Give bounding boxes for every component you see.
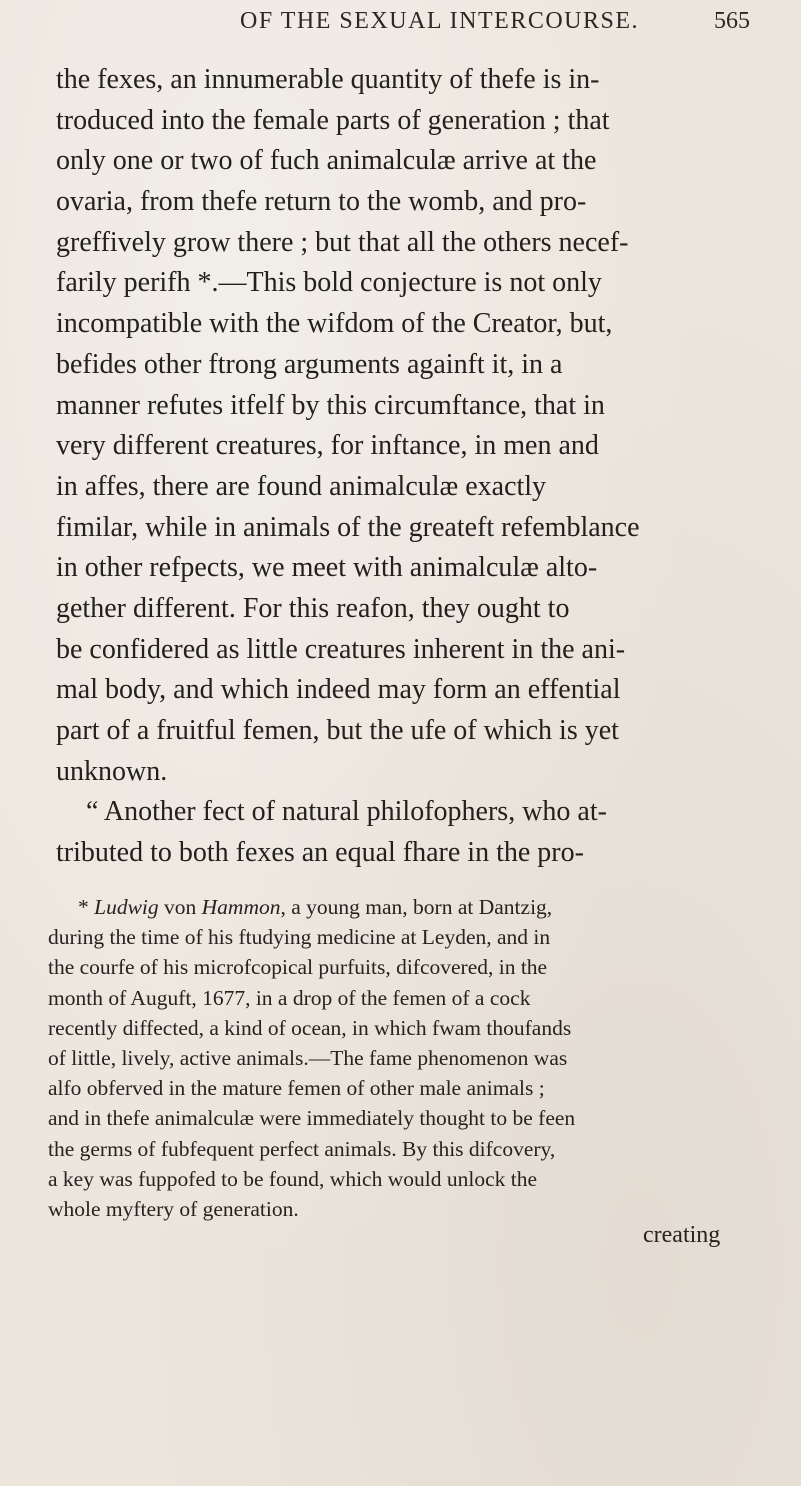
footnote-line-rest: , a young man, born at Dantzig, xyxy=(280,895,553,919)
footnote-marker: * xyxy=(78,895,95,919)
footnote-line: month of Auguft, 1677, in a drop of the femen of a cock xyxy=(48,985,531,1010)
footnote-line xyxy=(48,892,783,922)
main-text xyxy=(56,60,781,874)
footnote-line: alfo obferved in the mature femen of other male animals ; xyxy=(48,1076,545,1101)
running-title: OF THE SEXUAL INTERCOURSE. xyxy=(240,8,640,34)
text-line: farily perifh *.—This bold conjecture is not only xyxy=(56,267,602,299)
footnote-line: and in thefe animalculæ were immediately thought to be feen xyxy=(48,1106,576,1131)
footnote-line: during the time of his ftudying medicine at Leyden, and in xyxy=(48,925,551,950)
text-line: unknown. xyxy=(56,755,168,787)
text-line: manner refutes itfelf by this circumftance, that in xyxy=(56,389,605,421)
text-line: fimilar, while in animals of the greateft refemblance xyxy=(56,511,640,543)
footnote-line: a key was fuppofed to be found, which would unlock the xyxy=(48,1166,538,1191)
text-line: befides other ftrong arguments againft it, in a xyxy=(56,348,563,380)
footnote-line: recently diffected, a kind of ocean, in which fwam thoufands xyxy=(48,1015,572,1040)
text-line: part of a fruitful femen, but the ufe of which is yet xyxy=(56,715,619,746)
footnote-line: the germs of fubfequent perfect animals. By this difcovery, xyxy=(48,1136,556,1161)
text-line: tributed to both fexes an equal fhare in the pro- xyxy=(56,837,584,869)
text-line: very different creatures, for inftance, in men and xyxy=(56,430,599,462)
footnote-line: the courfe of his microfcopical purfuits, difcovered, in the xyxy=(48,955,548,980)
text-line: troduced into the female parts of generation ; that xyxy=(56,104,610,136)
text-line: gether different. For this reafon, they ought to xyxy=(56,592,570,624)
text-line: “ Another fect of natural philofophers, who at- xyxy=(86,796,607,828)
text-line: mal body, and which indeed may form an effential xyxy=(56,674,621,706)
footnote-line: whole myftery of generation. xyxy=(48,1196,299,1221)
text-line: the fexes, an innumerable quantity of thefe is in- xyxy=(56,64,600,95)
text-line: in affes, there are found animalculæ exactly xyxy=(56,470,547,502)
catchword: creating xyxy=(643,1222,721,1248)
page-number: 565 xyxy=(714,8,750,34)
footnote-surname: Hammon xyxy=(201,895,281,919)
footnote-name: Ludwig xyxy=(94,895,159,919)
text-line: only one or two of fuch animalculæ arrive at the xyxy=(56,145,597,177)
footnote xyxy=(48,892,783,1224)
footnote-line: of little, lively, active animals.—The fame phenomenon was xyxy=(48,1045,568,1070)
footnote-particle: von xyxy=(158,895,202,919)
text-line: be confidered as little creatures inherent in the ani- xyxy=(56,633,626,665)
text-line: in other refpects, we meet with animalculæ alto- xyxy=(56,552,598,584)
text-line: incompatible with the wifdom of the Creator, but, xyxy=(56,308,613,340)
text-line: ovaria, from thefe return to the womb, and pro- xyxy=(56,186,587,218)
text-line: greffively grow there ; but that all the others necef- xyxy=(56,226,629,258)
